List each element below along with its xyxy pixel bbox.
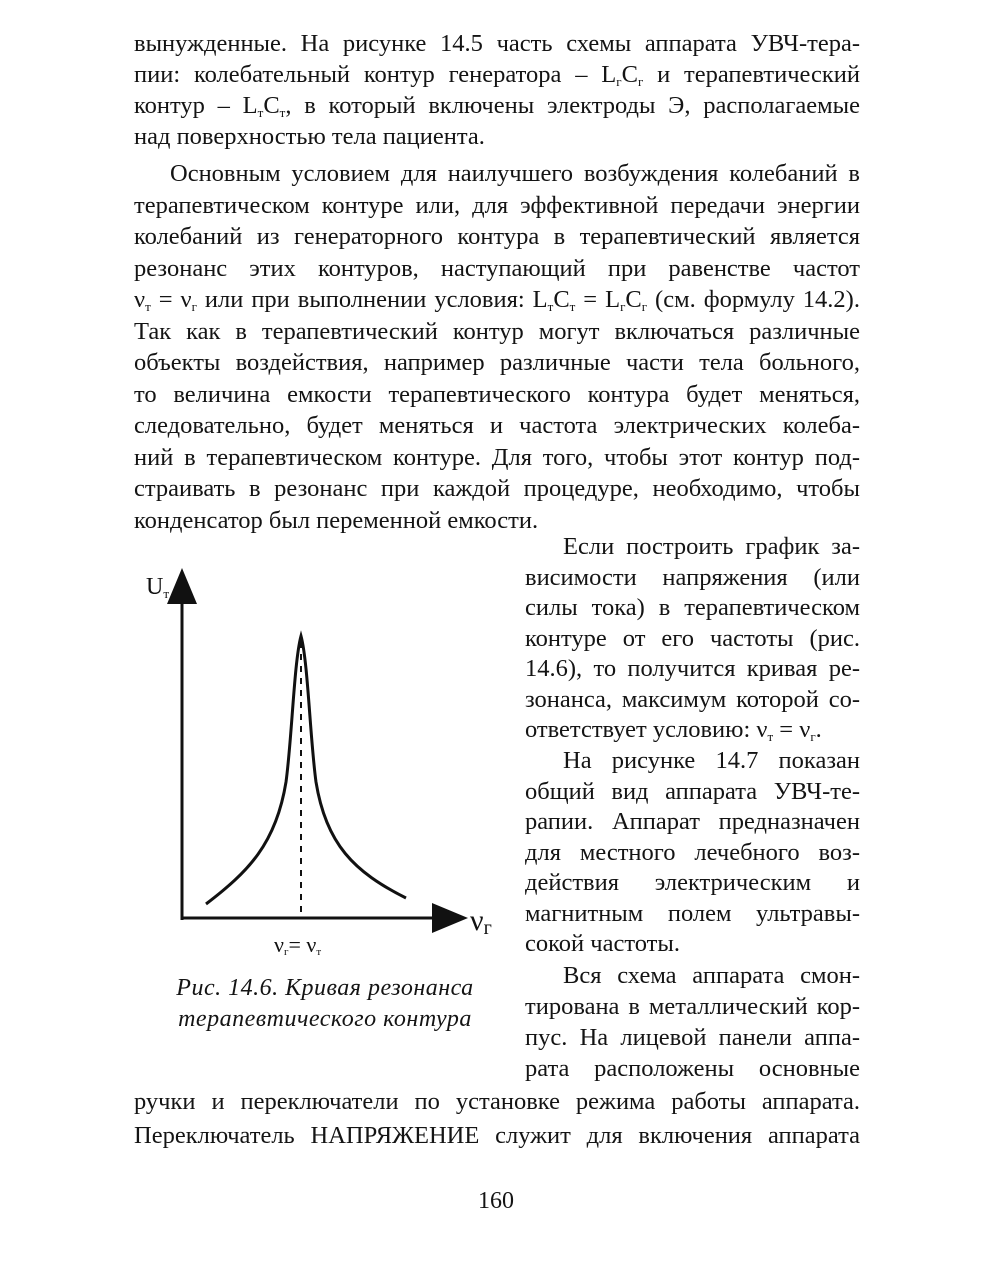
figure-caption-line-1: Рис. 14.6. Кривая резонанса: [176, 975, 474, 1001]
side-paragraph-line: сокой частоты.: [525, 930, 680, 957]
side-paragraph-line: Вся схема аппарата смон-: [563, 962, 860, 989]
side-paragraph-line: тирована в металлический кор-: [525, 993, 860, 1020]
paragraph-line: пии: колебательный контур генератора – $L_гC_г$ и терапевтический: [134, 61, 861, 89]
paragraph-line: терапевтическом контуре или, для эффективной передачи энергии: [134, 191, 860, 219]
paragraph-line: резонанс этих контуров, наступающий при равенстве частот: [134, 254, 860, 282]
resonance-curve: [206, 636, 406, 904]
paragraph-line: объекты воздействия, например различные части тела больного,: [134, 349, 860, 376]
paragraph-line: страивать в резонанс при каждой процедуре, необходимо, чтобы: [134, 475, 860, 502]
paragraph-line: Основным условием для наилучшего возбуждения колебаний в: [170, 160, 860, 187]
x-axis-label: νг: [470, 904, 492, 939]
paragraph-line: следовательно, будет меняться и частота электрических колеба-: [134, 412, 860, 439]
side-paragraph-line: пус. На лицевой панели аппа-: [525, 1024, 860, 1051]
resonance-curve-figure: [140, 560, 510, 980]
side-paragraph-line: рата расположены основные: [525, 1055, 860, 1082]
side-paragraph-line: действия электрическим и: [525, 869, 860, 896]
peak-frequency-label: νг= νт: [274, 932, 322, 958]
paragraph-line: Переключатель НАПРЯЖЕНИЕ служит для включения аппарата: [134, 1122, 860, 1149]
figure-caption-line-2: терапевтического контура: [178, 1006, 472, 1032]
paragraph-line: колебаний из генераторного контура в терапевтический является: [134, 223, 860, 250]
side-paragraph-line: контуре от его частоты (рис.: [525, 624, 860, 652]
side-paragraph-line: магнитным полем ультравы-: [525, 899, 860, 927]
side-paragraph-line: висимости напряжения (или: [525, 563, 860, 591]
side-paragraph-line: рапии. Аппарат предназначен: [525, 808, 860, 835]
paragraph-line: над поверхностью тела пациента.: [134, 123, 485, 150]
paragraph-line: $\nu_т = \nu_г$ или при выполнении условия: $L_тC_т = L_гC_г$ (см. формулу 14.2).: [134, 286, 860, 314]
side-paragraph-line: для местного лечебного воз-: [525, 838, 860, 866]
side-paragraph-line: На рисунке 14.7 показан: [563, 747, 860, 774]
side-paragraph-line: Если построить график за-: [563, 533, 860, 560]
side-paragraph-line: силы тока) в терапевтическом: [525, 594, 860, 621]
side-paragraph-line: общий вид аппарата УВЧ-те-: [525, 777, 860, 805]
paragraph-line: конденсатор был переменной емкости.: [134, 506, 539, 534]
side-paragraph-line: ответствует условию: $\nu_т = \nu_г$.: [525, 716, 822, 744]
page-number: 160: [478, 1188, 514, 1214]
paragraph-line: Так как в терапевтический контур могут включаться различные: [134, 317, 860, 345]
paragraph-line: ний в терапевтическом контуре. Для того, чтобы этот контур под-: [134, 443, 860, 471]
side-paragraph-line: 14.6), то получится кривая ре-: [525, 655, 860, 682]
paragraph-line: контур – $L_тC_т$, в который включены электроды Э, располагаемые: [134, 92, 861, 120]
side-paragraph-line: зонанса, максимум которой со-: [525, 685, 860, 713]
paragraph-line: вынужденные. На рисунке 14.5 часть схемы аппарата УВЧ-тера-: [134, 30, 860, 57]
paragraph-line: ручки и переключатели по установке режима работы аппарата.: [134, 1088, 860, 1115]
paragraph-line: то величина емкости терапевтического контура будет меняться,: [134, 380, 860, 408]
y-axis-label: Uт: [146, 574, 170, 601]
